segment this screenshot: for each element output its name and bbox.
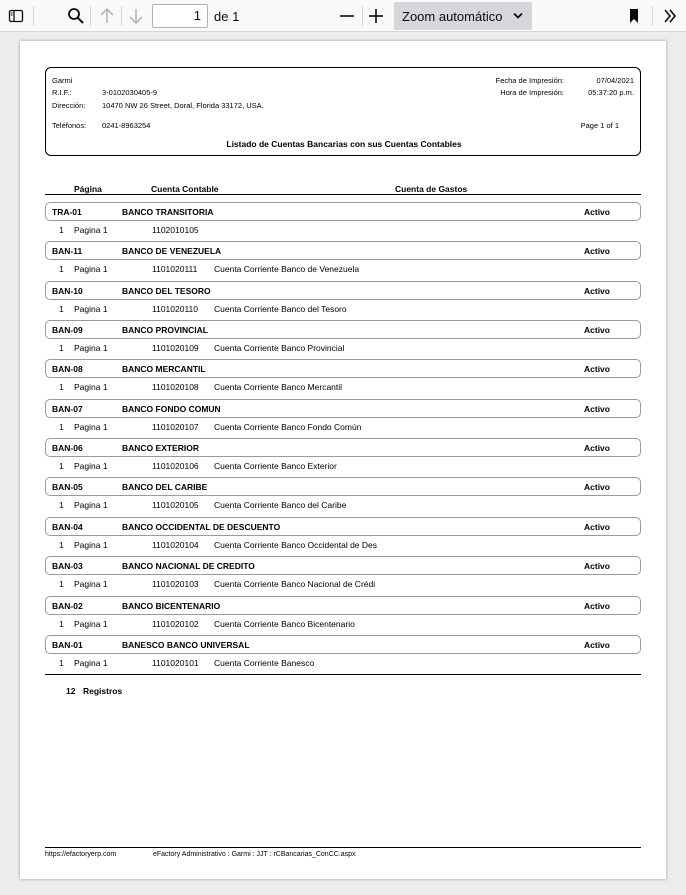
bank-code: BAN-05	[52, 482, 83, 492]
account-row-number: 1	[59, 461, 64, 471]
account-row-number: 1	[59, 264, 64, 274]
print-date-value: 07/04/2021	[596, 76, 634, 85]
bookmark-button[interactable]	[621, 3, 647, 29]
bank-name: BANCO MERCANTIL	[122, 364, 206, 374]
account-row-number: 1	[59, 304, 64, 314]
account-description: Cuenta Corriente Banco del Caribe	[214, 500, 347, 510]
page-count-label: de 1	[214, 9, 240, 24]
bank-status: Activo	[584, 443, 610, 453]
address-label: Dirección:	[52, 101, 86, 110]
account-description: Cuenta Corriente Banco Exterior	[214, 461, 337, 471]
page-info: Page 1 of 1	[580, 121, 619, 130]
account-row-number: 1	[59, 579, 64, 589]
account-row-number: 1	[59, 343, 64, 353]
account-row-page: Pagina 1	[74, 422, 108, 432]
account-row-number: 1	[59, 422, 64, 432]
bank-name: BANCO TRANSITORIA	[122, 207, 214, 217]
footer-info: eFactory Administrativo : Garmi : JJT : rCBancarias_ConCC.aspx	[153, 851, 356, 858]
page-number-input[interactable]: 1	[152, 4, 208, 28]
account-row	[45, 619, 641, 631]
account-row	[45, 264, 641, 276]
bank-row	[45, 556, 641, 575]
pdf-toolbar	[0, 0, 686, 32]
account-description: Cuenta Corriente Banco Bicentenario	[214, 619, 355, 629]
plus-icon	[368, 8, 384, 24]
column-header-page: Página	[74, 184, 102, 194]
sidebar-toggle-button[interactable]	[3, 3, 29, 29]
account-description: Cuenta Corriente Banco de Venezuela	[214, 264, 360, 274]
list-end-divider	[45, 674, 641, 675]
account-row-number: 1	[59, 619, 64, 629]
account-description: Cuenta Corriente Banco del Tesoro	[214, 304, 347, 314]
bank-name: BANCO BICENTENARIO	[122, 601, 221, 611]
print-time-label: Hora de Impresión:	[500, 88, 564, 97]
account-code: 1101020106	[152, 461, 199, 471]
phone-label: Teléfonos:	[52, 121, 87, 130]
account-code: 1101020102	[152, 619, 199, 629]
zoom-out-button[interactable]	[334, 3, 360, 29]
account-description: Cuenta Corriente Banco Occidental de Des	[214, 540, 378, 550]
bank-status: Activo	[584, 640, 610, 650]
bank-code: BAN-08	[52, 364, 83, 374]
bank-code: BAN-06	[52, 443, 83, 453]
bank-code: BAN-07	[52, 404, 83, 414]
bank-code: TRA-01	[52, 207, 82, 217]
account-code: 1101020105	[152, 500, 199, 510]
account-row-page: Pagina 1	[74, 658, 108, 668]
account-code: 1101020107	[152, 422, 199, 432]
bank-status: Activo	[584, 325, 610, 335]
account-code: 1101020108	[152, 382, 199, 392]
records-label: Registros	[83, 686, 123, 696]
bank-code: BAN-04	[52, 522, 83, 532]
bank-row	[45, 477, 641, 496]
footer-divider	[45, 847, 641, 848]
toolbar-separator	[90, 6, 91, 26]
bank-code: BAN-11	[52, 246, 83, 256]
account-row	[45, 540, 641, 552]
phone-value: 0241-8963254	[102, 121, 151, 130]
account-row-number: 1	[59, 500, 64, 510]
account-row	[45, 461, 641, 473]
bank-row	[45, 596, 641, 615]
account-row	[45, 382, 641, 394]
bank-name: BANCO FONDO COMUN	[122, 404, 221, 414]
report-title: Listado de Cuentas Bancarias con sus Cuentas Contables	[226, 139, 462, 149]
bank-status: Activo	[584, 601, 610, 611]
bank-name: BANCO DEL CARIBE	[122, 482, 208, 492]
header-divider	[45, 194, 641, 195]
account-code: 1101020103	[152, 579, 199, 589]
zoom-select-value: Zoom automático	[402, 9, 503, 24]
toolbar-separator	[33, 6, 34, 26]
account-row-page: Pagina 1	[74, 461, 108, 471]
account-row-page: Pagina 1	[74, 225, 108, 235]
bank-name: BANCO NACIONAL DE CREDITO	[122, 561, 255, 571]
tools-menu-button[interactable]	[657, 3, 683, 29]
zoom-select[interactable]	[394, 2, 532, 30]
account-description: Cuenta Corriente Banco Provincial	[214, 343, 345, 353]
bank-row	[45, 202, 641, 221]
bank-row	[45, 241, 641, 260]
account-description: Cuenta Corriente Banco Mercantil	[214, 382, 343, 392]
account-row-number: 1	[59, 658, 64, 668]
bank-row	[45, 359, 641, 378]
report-header	[45, 67, 641, 156]
toolbar-separator	[652, 6, 653, 26]
bank-row	[45, 438, 641, 457]
bank-name: BANESCO BANCO UNIVERSAL	[122, 640, 250, 650]
account-description: Cuenta Corriente Banesco	[214, 658, 315, 668]
zoom-in-button[interactable]	[363, 3, 389, 29]
bank-status: Activo	[584, 364, 610, 374]
address-value: 10470 NW 26 Street, Doral, Florida 33172, USA.	[102, 101, 264, 110]
rif-label: R.I.F.:	[52, 88, 72, 97]
account-code: 1101020104	[152, 540, 199, 550]
arrow-down-icon	[128, 7, 144, 25]
bank-status: Activo	[584, 482, 610, 492]
account-row-page: Pagina 1	[74, 619, 108, 629]
account-row	[45, 500, 641, 512]
bank-status: Activo	[584, 404, 610, 414]
bank-name: BANCO DEL TESORO	[122, 286, 211, 296]
account-row-page: Pagina 1	[74, 382, 108, 392]
account-row-page: Pagina 1	[74, 304, 108, 314]
bank-name: BANCO EXTERIOR	[122, 443, 199, 453]
print-time-value: 05:37:20 p.m.	[588, 88, 634, 97]
company-name: Garmi	[52, 76, 73, 85]
account-code: 1101020101	[152, 658, 199, 668]
bank-code: BAN-01	[52, 640, 83, 650]
account-description: Cuenta Corriente Banco Fondo Común	[214, 422, 362, 432]
pdf-page	[20, 41, 666, 879]
account-code: 1101020109	[152, 343, 199, 353]
bank-row	[45, 399, 641, 418]
search-icon	[67, 7, 85, 25]
bank-status: Activo	[584, 246, 610, 256]
account-row-page: Pagina 1	[74, 264, 108, 274]
account-row-number: 1	[59, 382, 64, 392]
bank-name: BANCO OCCIDENTAL DE DESCUENTO	[122, 522, 281, 532]
bank-name: BANCO PROVINCIAL	[122, 325, 208, 335]
account-row-page: Pagina 1	[74, 500, 108, 510]
column-header-account: Cuenta Contable	[151, 184, 219, 194]
sidebar-icon	[8, 8, 24, 24]
previous-page-button[interactable]	[94, 3, 120, 29]
account-row-page: Pagina 1	[74, 343, 108, 353]
arrow-up-icon	[99, 7, 115, 25]
account-code: 1101020111	[152, 264, 198, 274]
bank-row	[45, 320, 641, 339]
footer-url: https://efactoryerp.com	[45, 851, 117, 858]
bank-code: BAN-09	[52, 325, 83, 335]
bank-row	[45, 281, 641, 300]
account-row	[45, 658, 641, 670]
double-chevron-right-icon	[662, 8, 678, 24]
bank-status: Activo	[584, 561, 610, 571]
toolbar-separator	[121, 6, 122, 26]
rif-value: 3-0102030405-9	[102, 88, 158, 97]
bank-code: BAN-10	[52, 286, 83, 296]
bank-code: BAN-03	[52, 561, 83, 571]
next-page-button[interactable]	[123, 3, 149, 29]
minus-icon	[339, 8, 355, 24]
account-row	[45, 225, 641, 237]
bank-row	[45, 517, 641, 536]
bank-name: BANCO DE VENEZUELA	[122, 246, 222, 256]
account-row	[45, 422, 641, 434]
account-row	[45, 304, 641, 316]
chevron-down-icon	[513, 12, 523, 20]
search-button[interactable]	[63, 3, 89, 29]
account-row-page: Pagina 1	[74, 579, 108, 589]
bank-code: BAN-02	[52, 601, 83, 611]
account-code: 1102010105	[152, 225, 199, 235]
account-row	[45, 343, 641, 355]
account-code: 1101020110	[152, 304, 199, 314]
account-row-number: 1	[59, 540, 64, 550]
account-row-page: Pagina 1	[74, 540, 108, 550]
records-count: 12	[66, 686, 76, 696]
account-description: Cuenta Corriente Banco Nacional de Crédi	[214, 579, 376, 589]
bookmark-icon	[628, 8, 640, 24]
bank-row	[45, 635, 641, 654]
account-row-number: 1	[59, 225, 64, 235]
bank-status: Activo	[584, 286, 610, 296]
account-row	[45, 579, 641, 591]
bank-status: Activo	[584, 522, 610, 532]
bank-status: Activo	[584, 207, 610, 217]
print-date-label: Fecha de Impresión:	[495, 76, 564, 85]
column-header-expenses: Cuenta de Gastos	[395, 184, 468, 194]
